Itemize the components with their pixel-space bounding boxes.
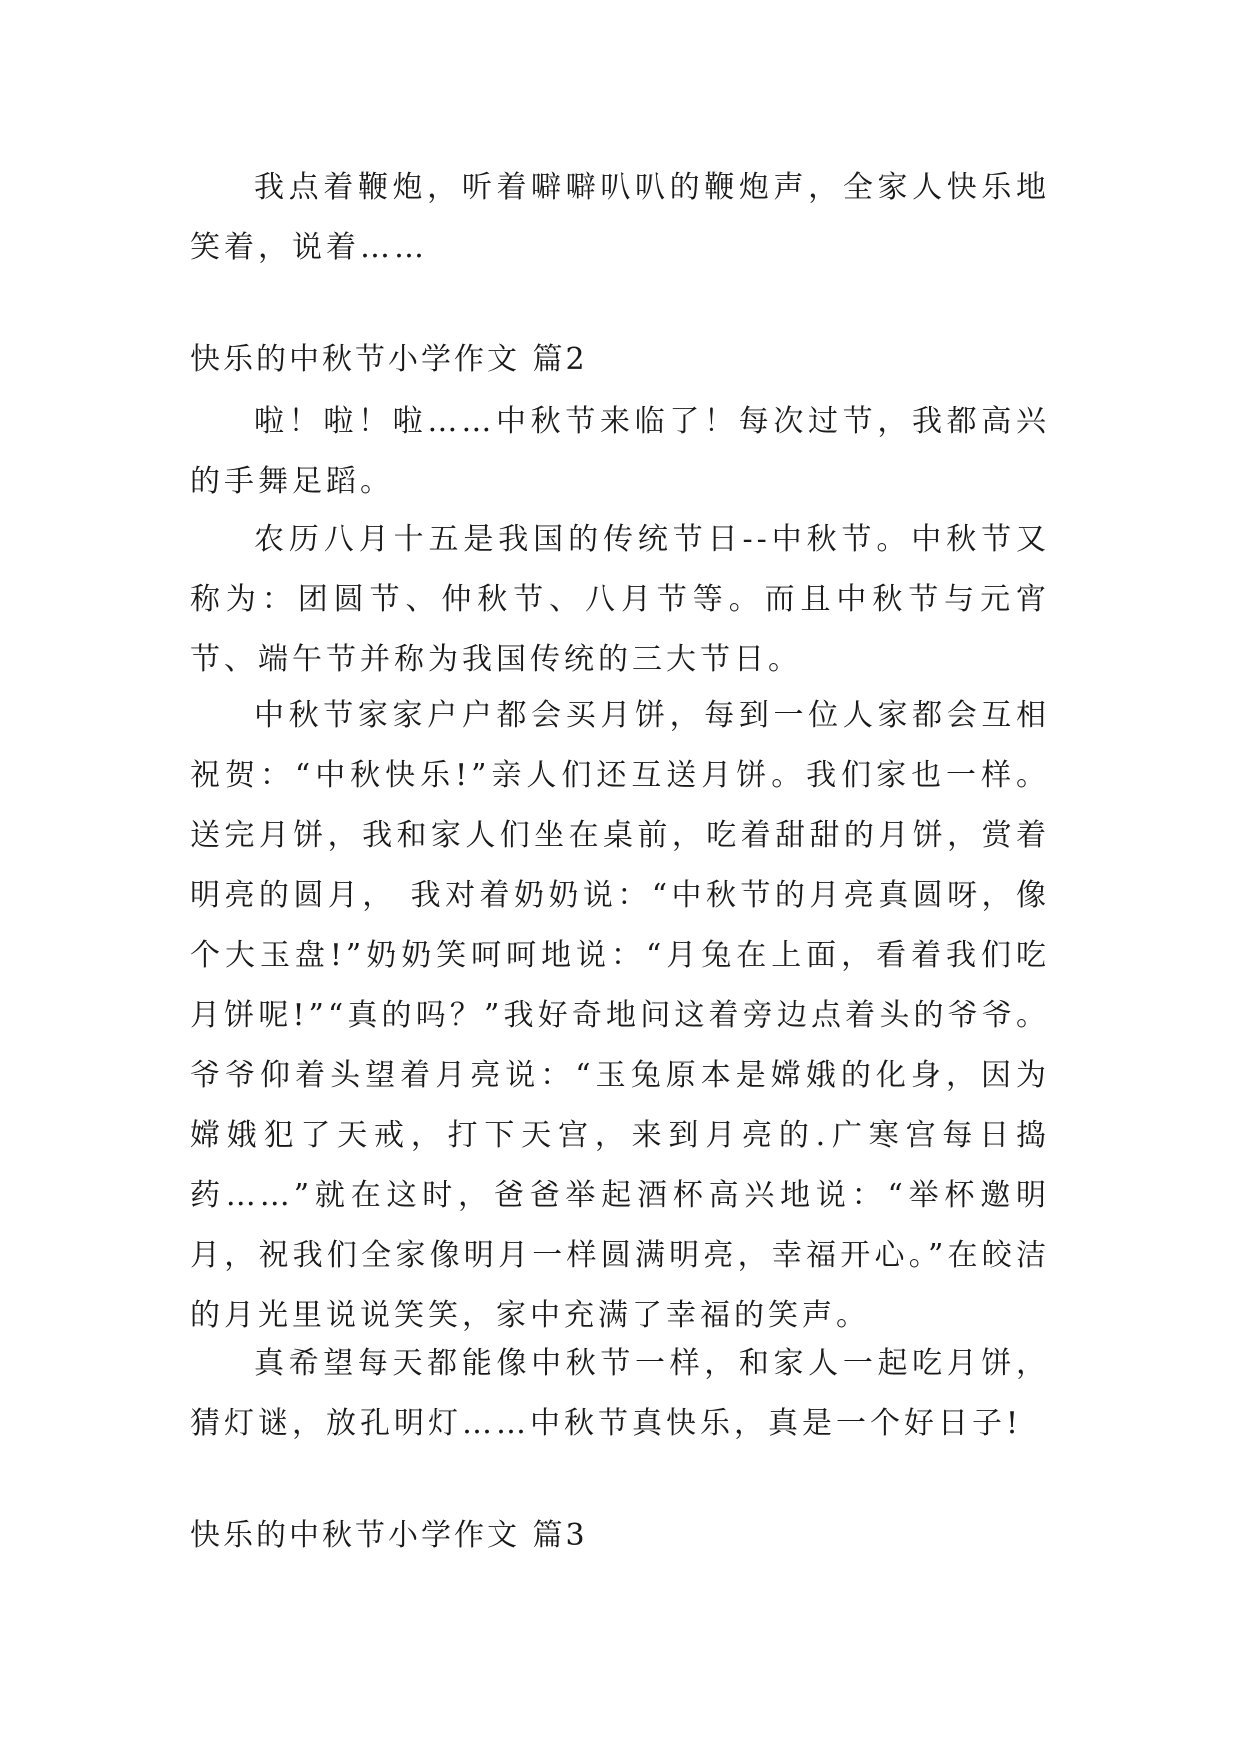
paragraph-firecrackers: 我点着鞭炮，听着噼噼叭叭的鞭炮声，全家人快乐地笑着，说着…… (190, 170, 1050, 265)
section-3-heading: 快乐的中秋节小学作文 篇3 (190, 1518, 588, 1553)
paragraph-intro: 啦！啦！啦……中秋节来临了！每次过节，我都高兴的手舞足蹈。 (190, 404, 1050, 499)
section-2-heading: 快乐的中秋节小学作文 篇2 (190, 342, 588, 377)
paragraph-conclusion: 真希望每天都能像中秋节一样，和家人一起吃月饼，猜灯谜，放孔明灯……中秋节真快乐，真是一个好日子! (190, 1346, 1050, 1441)
paragraph-family-story: 中秋节家家户户都会买月饼，每到一位人家都会互相祝贺：“中秋快乐!”亲人们还互送月饼。我们家也一样。送完月饼，我和家人们坐在桌前，吃着甜甜的月饼，赏着明亮的圆月， 我对着奶奶说：“中秋节的月亮真圆呀，像个大玉盘!”奶奶笑呵呵地说：“月兔在上面，看着我们吃月饼呢!”“真的吗？”我好奇地问这着旁边点着头的爷爷。爷爷仰着头望着月亮说：“玉兔原本是嫦娥的化身，因为嫦娥犯了天戒，打下天宫，来到月亮的.广寒宫每日捣药……”就在这时，爸爸举起酒杯高兴地说：“举杯邀明月，祝我们全家像明月一样圆满明亮，幸福开心。”在皎洁的月光里说说笑笑，家中充满了幸福的笑声。 (190, 698, 1050, 1333)
paragraph-festival-history: 农历八月十五是我国的传统节日--中秋节。中秋节又称为：团圆节、仲秋节、八月节等。而且中秋节与元宵节、端午节并称为我国传统的三大节日。 (190, 522, 1050, 677)
